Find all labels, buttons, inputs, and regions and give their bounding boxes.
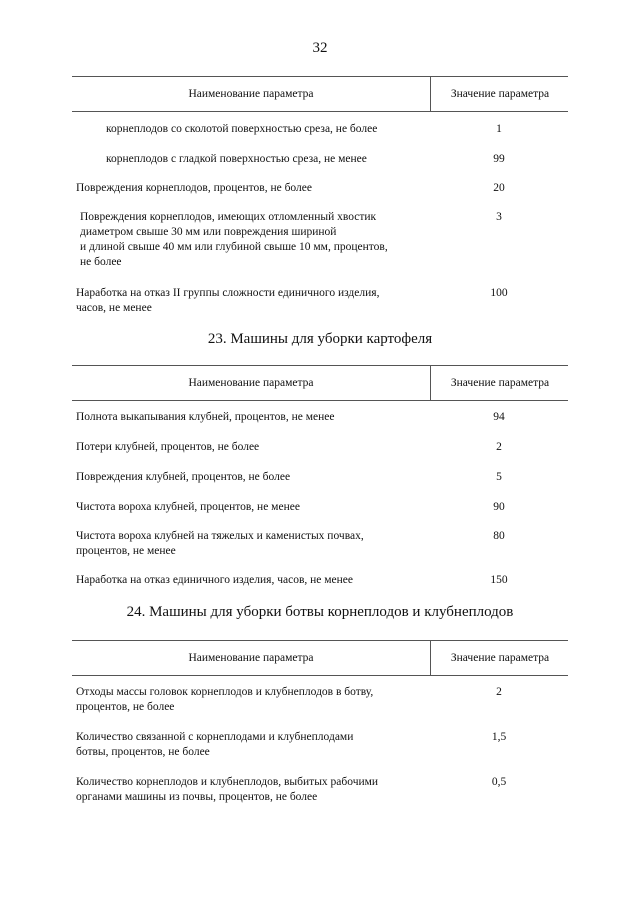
table-header: [72, 76, 568, 112]
parameter-name: Повреждения корнеплодов, процентов, не более: [76, 182, 312, 194]
parameter-name: Полнота выкапывания клубней, процентов, не менее: [76, 411, 335, 423]
parameter-name: корнеплодов со сколотой поверхностью среза, не более: [106, 123, 378, 135]
parameter-value: 3: [496, 211, 502, 223]
parameter-name: Отходы массы головок корнеплодов и клубнеплодов в ботву, процентов, не более: [76, 686, 374, 713]
header-name-column: Наименование параметра: [188, 377, 314, 389]
parameter-name: Повреждения клубней, процентов, не более: [76, 471, 291, 483]
parameter-value: 0,5: [491, 776, 507, 788]
header-name-column: Наименование параметра: [188, 652, 314, 664]
header-value-column: Значение параметра: [430, 77, 569, 111]
header-name-column: Наименование параметра: [188, 88, 314, 100]
table-header: [72, 640, 568, 676]
haulm-harvesters-table: [72, 640, 568, 803]
parameter-value: 20: [493, 182, 505, 194]
parameter-name: Потери клубней, процентов, не более: [76, 441, 260, 453]
parameter-value: 90: [493, 501, 505, 513]
parameter-value: 99: [493, 153, 505, 165]
parameter-name: Повреждения корнеплодов, имеющих отломленный хвостик диаметром свыше 30 мм или повреждения шириной и длиной свыше 40 мм или глубиной свыше 10 мм, процентов, не более: [80, 211, 388, 268]
header-value-column: Значение параметра: [430, 641, 569, 675]
parameter-name: Наработка на отказ II группы сложности единичного изделия, часов, не менее: [76, 287, 380, 314]
parameter-name: Наработка на отказ единичного изделия, часов, не менее: [76, 574, 354, 586]
parameter-value: 1,5: [491, 731, 507, 743]
parameter-name: корнеплодов с гладкой поверхностью среза, не менее: [106, 153, 367, 165]
parameter-name: Количество связанной с корнеплодами и клубнеплодами ботвы, процентов, не более: [76, 731, 354, 758]
parameters-table-continued: [72, 76, 568, 314]
table-header: [72, 365, 568, 401]
section-title-haulm-harvesters: 24. Машины для уборки ботвы корнеплодов и клубнеплодов: [126, 604, 514, 620]
parameter-value: 100: [490, 287, 508, 299]
parameter-value: 2: [496, 686, 502, 698]
parameter-value: 150: [490, 574, 508, 586]
parameter-name: Количество корнеплодов и клубнеплодов, выбитых рабочими органами машины из почвы, процентов, не более: [76, 776, 379, 803]
parameter-value: 5: [496, 471, 502, 483]
page-number: 32: [312, 40, 328, 56]
parameter-value: 1: [496, 123, 502, 135]
header-value-column: Значение параметра: [430, 366, 569, 400]
parameter-value: 2: [496, 441, 502, 453]
parameter-name: Чистота вороха клубней, процентов, не менее: [76, 501, 300, 513]
parameter-value: 80: [493, 530, 505, 542]
parameter-value: 94: [493, 411, 505, 423]
parameter-name: Чистота вороха клубней на тяжелых и каменистых почвах, процентов, не менее: [76, 530, 364, 557]
section-title-potato-harvesters: 23. Машины для уборки картофеля: [207, 331, 433, 347]
potato-harvesters-table: [72, 365, 568, 586]
